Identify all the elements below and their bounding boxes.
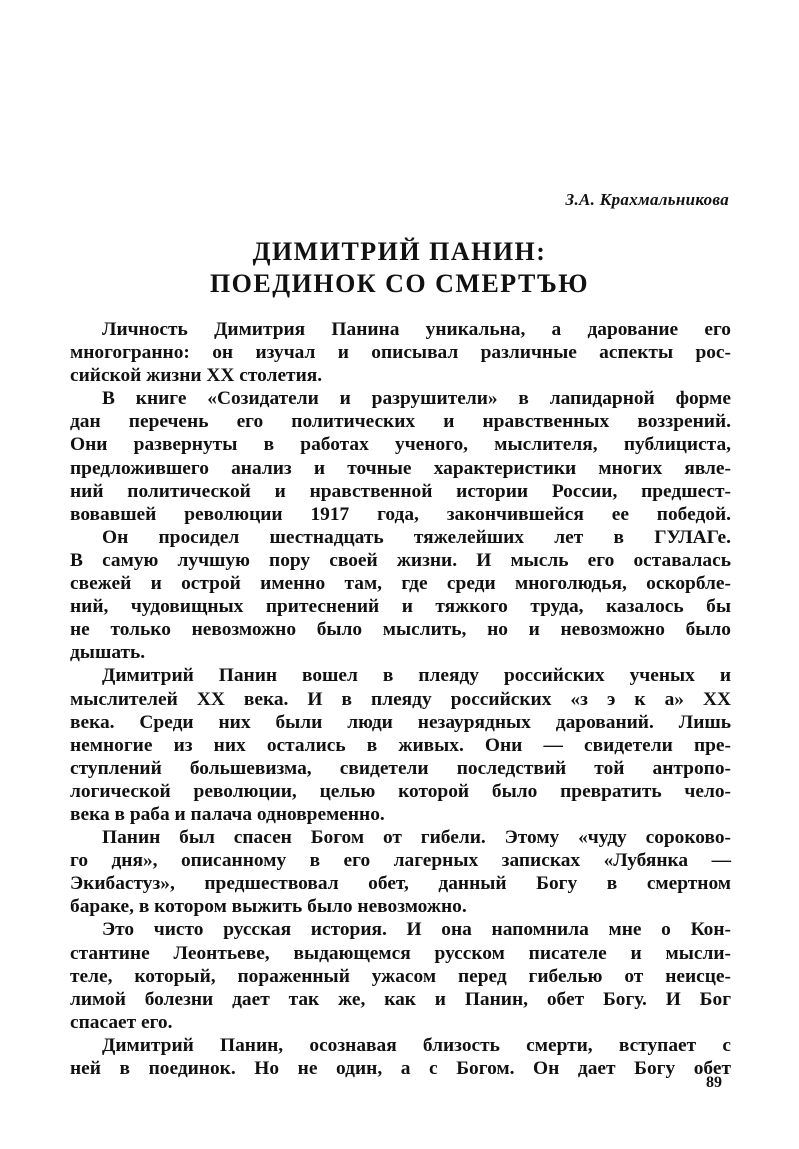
text-line: Экибастуз», предшествовал обет, данный Богу в смертном xyxy=(70,873,731,895)
author-name: З.А. Крахмальникова xyxy=(565,190,729,209)
page-number: 89 xyxy=(706,1074,722,1091)
text-line: стантине Леонтьеве, выдающемся русском писателе и мысли- xyxy=(70,942,731,964)
text-line: многогранно: он изучал и описывал различные аспекты рос- xyxy=(70,342,731,364)
title-line-1: ДИМИТРИЙ ПАНИН: xyxy=(252,237,547,266)
text-line: логической революции, целью которой было превратить чело- xyxy=(70,780,731,802)
text-line: века в раба и палача одновременно. xyxy=(70,803,385,825)
text-line: ний политической и нравственной истории России, предшест- xyxy=(70,480,731,502)
text-line: ней в поединок. Но не один, а с Богом. Он дает Богу обет xyxy=(70,1058,731,1079)
text-line: Это чисто русская история. И она напомнила мне о Кон- xyxy=(102,919,731,941)
text-line: века. Среди них были люди незаурядных дарований. Лишь xyxy=(70,711,731,733)
text-line: Димитрий Панин, осознавая близость смерти, вступает с xyxy=(102,1034,731,1056)
text-line: дан перечень его политических и нравственных воззрений. xyxy=(70,411,731,433)
text-line: лимой болезни дает так же, как и Панин, обет Богу. И Бог xyxy=(70,988,731,1010)
text-line: ступлений большевизма, свидетели последствий той антропо- xyxy=(70,757,731,779)
text-line: не только невозможно было мыслить, но и невозможно было xyxy=(70,619,731,641)
text-line: Он просидел шестнадцать тяжелейших лет в ГУЛАГе. xyxy=(102,526,731,548)
text-line: сийской жизни XX столетия. xyxy=(70,365,323,387)
text-line: немногие из них остались в живых. Они — свидетели пре- xyxy=(70,734,731,756)
title-line-2: ПОЕДИНОК СО СМЕРТЪЮ xyxy=(209,269,590,298)
body-text xyxy=(70,318,731,1080)
text-line: В самую лучшую пору своей жизни. И мысль его оставалась xyxy=(70,549,731,571)
text-line: Панин был спасен Богом от гибели. Этому «чуду сороково- xyxy=(102,827,731,849)
text-line: Они развернуты в работах ученого, мыслителя, публициста, xyxy=(70,434,731,456)
text-line: Личность Димитрия Панина уникальна, а дарование его xyxy=(102,319,731,340)
text-line: дышать. xyxy=(70,642,146,664)
text-line: теле, который, пораженный ужасом перед гибелью от неисце- xyxy=(70,965,731,987)
text-line: мыслителей XX века. И в плеяду российских «з э к а» XX xyxy=(70,688,731,710)
article-title xyxy=(0,236,799,300)
text-line: бараке, в котором выжить было невозможно. xyxy=(70,896,467,918)
text-line: вовавшей революции 1917 года, закончившейся ее победой. xyxy=(70,503,731,525)
text-line: го дня», описанному в его лагерных записках «Лубянка — xyxy=(70,850,731,872)
text-line: спасает его. xyxy=(70,1011,173,1033)
text-line: ний, чудовищных притеснений и тяжкого труда, казалось бы xyxy=(70,596,731,618)
text-line: свежей и острой именно там, где среди многолюдья, оскорбле- xyxy=(70,573,731,595)
text-line: Димитрий Панин вошел в плеяду российских ученых и xyxy=(102,665,731,687)
text-line: предложившего анализ и точные характеристики многих явле- xyxy=(70,457,731,479)
text-line: В книге «Созидатели и разрушители» в лапидарной форме xyxy=(102,388,731,410)
